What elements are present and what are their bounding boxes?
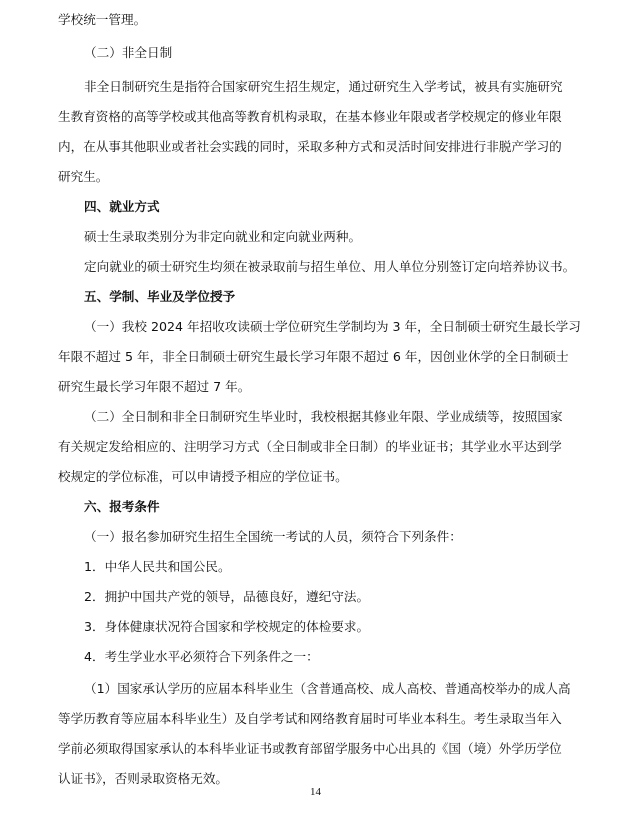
text-line: 学前必须取得国家承认的本科毕业证书或教育部留学服务中心出具的《国（境）外学历学位 (58, 741, 562, 756)
list-item: 4．考生学业水平必须符合下列条件之一： (84, 649, 319, 664)
section-heading: 五、学制、毕业及学位授予 (84, 289, 236, 304)
text-line: 认证书》，否则录取资格无效。 (58, 771, 229, 786)
list-item: 1．中华人民共和国公民。 (84, 559, 231, 574)
text-line: 研究生最长学习年限不超过 7 年。 (58, 379, 251, 394)
text-line: （一）报名参加研究生招生全国统一考试的人员，须符合下列条件： (84, 529, 462, 544)
text-line: （二）全日制和非全日制研究生毕业时，我校根据其修业年限、学业成绩等，按照国家 (84, 409, 563, 424)
page-number: 14 (310, 786, 321, 798)
list-item: 2．拥护中国共产党的领导，品德良好，遵纪守法。 (84, 589, 370, 604)
text-line: 生教育资格的高等学校或其他高等教育机构录取，在基本修业年限或者学校规定的修业年限 (58, 109, 562, 124)
text-line: 学校统一管理。 (58, 12, 147, 27)
text-line: 年限不超过 5 年，非全日制硕士研究生最长学习年限不超过 6 年，因创业休学的全日制硕士 (58, 349, 569, 364)
text-line: 研究生。 (58, 169, 109, 184)
subsection-heading: （二）非全日制 (84, 45, 173, 60)
text-line: 有关规定发给相应的、注明学习方式（全日制或非全日制）的毕业证书；其学业水平达到学 (58, 439, 562, 454)
text-line: 硕士生录取类别分为非定向就业和定向就业两种。 (84, 229, 362, 244)
text-line: 非全日制研究生是指符合国家研究生招生规定，通过研究生入学考试，被具有实施研究 (84, 79, 563, 94)
text-line: （一）我校 2024 年招收攻读硕士学位研究生学制均为 3 年，全日制硕士研究生最长学习 (84, 319, 581, 334)
text-line: 定向就业的硕士研究生均须在被录取前与招生单位、用人单位分别签订定向培养协议书。 (84, 259, 576, 274)
list-item: 3．身体健康状况符合国家和学校规定的体检要求。 (84, 619, 370, 634)
section-heading: 六、报考条件 (84, 499, 160, 514)
section-heading: 四、就业方式 (84, 199, 160, 214)
text-line: （1）国家承认学历的应届本科毕业生（含普通高校、成人高校、普通高校举办的成人高 (84, 681, 571, 696)
text-line: 等学历教育等应届本科毕业生）及自学考试和网络教育届时可毕业本科生。考生录取当年入 (58, 711, 562, 726)
text-line: 内，在从事其他职业或者社会实践的同时，采取多种方式和灵活时间安排进行非脱产学习的 (58, 139, 562, 154)
text-line: 校规定的学位标准，可以申请授予相应的学位证书。 (58, 469, 348, 484)
